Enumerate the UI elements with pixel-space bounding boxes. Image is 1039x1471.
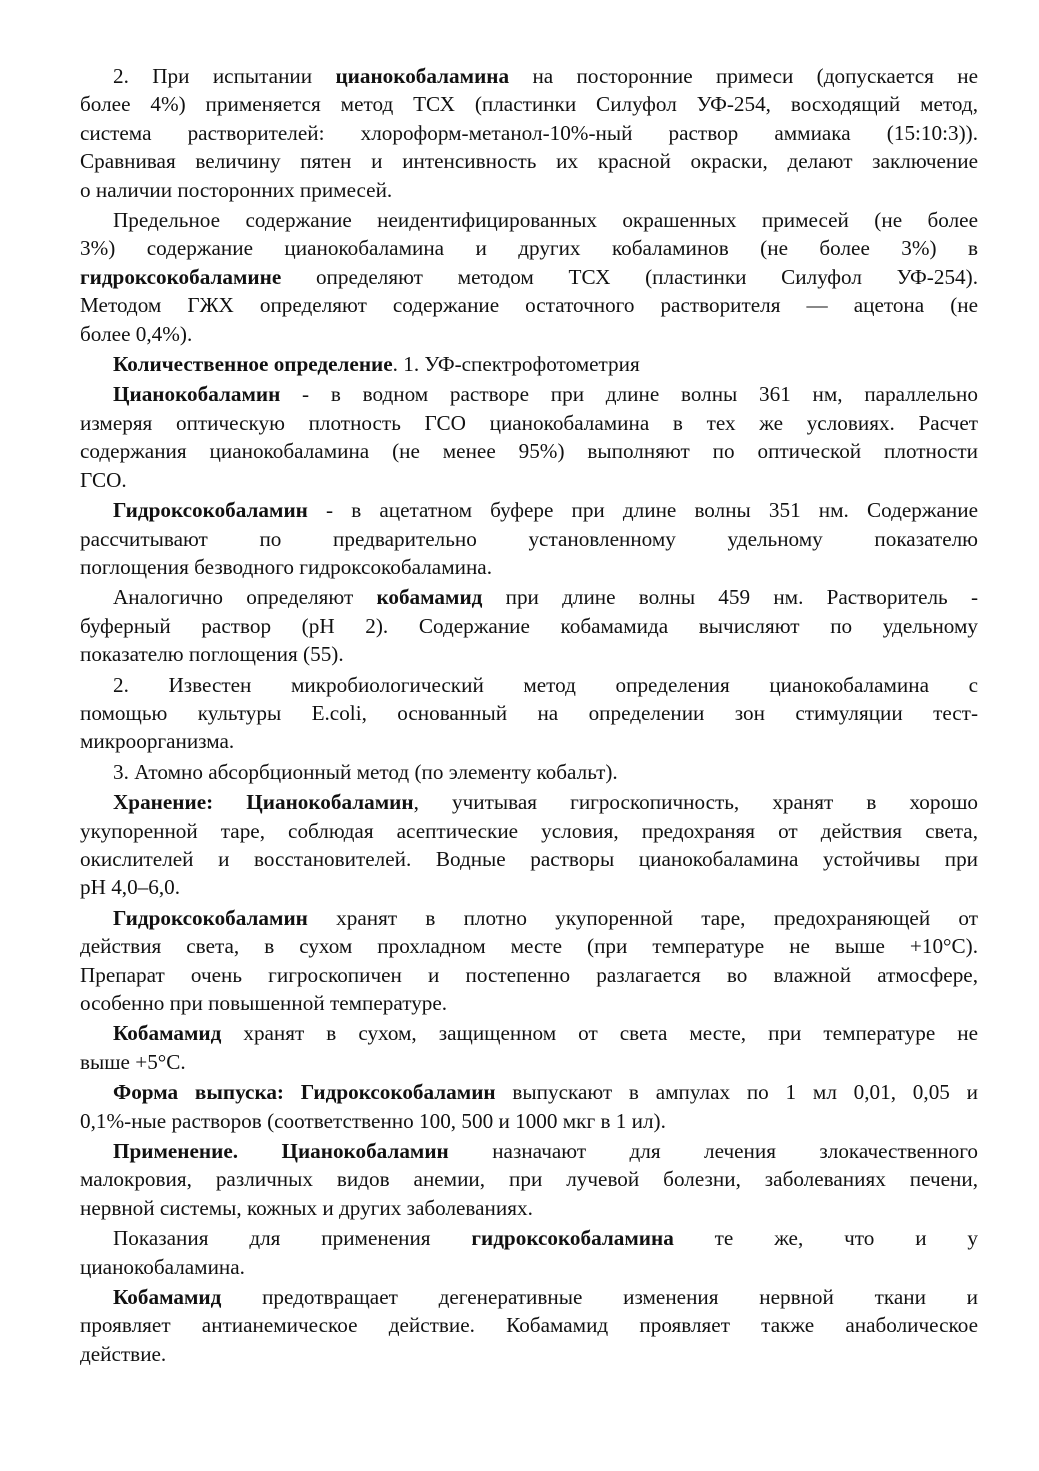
text-run: окислителей и восстановителей. Водные растворы цианокобаламина устойчивы при (80, 846, 978, 871)
text-line (80, 1107, 978, 1135)
paragraph-p10 (80, 904, 978, 1018)
bold-term: кобамамид (376, 585, 483, 610)
paragraph-p11 (80, 1019, 978, 1076)
text-line (80, 409, 978, 437)
text-line (80, 1311, 978, 1339)
text-run: действие. (80, 1341, 167, 1366)
text-line (80, 1194, 978, 1222)
paragraph-p14 (80, 1224, 978, 1281)
text-run: показателю поглощения (55). (80, 642, 344, 667)
text-run: содержания цианокобаламина (не менее 95%) выполняют по оптической плотности (80, 439, 978, 464)
paragraph-p7 (80, 671, 978, 756)
text-line (80, 758, 978, 786)
text-line (80, 263, 978, 291)
text-run: , учитывая гигроскопичность, хранят в хорошо (413, 790, 978, 815)
text-run: рассчитывают по предварительно установленному удельному показателю (80, 526, 978, 551)
paragraph-p13 (80, 1137, 978, 1222)
paragraph-p12 (80, 1078, 978, 1135)
paragraph-p1 (80, 62, 978, 204)
text-line (80, 873, 978, 901)
text-run: на посторонние примеси (допускается не (509, 64, 978, 88)
text-run: ГСО. (80, 467, 127, 492)
text-run: укупоренной таре, соблюдая асептические условия, предохраняя от действия света, (80, 818, 978, 843)
text-run: - в водном растворе при длине волны 361 нм, параллельно (280, 382, 978, 407)
bold-term: Цианокобаламин (113, 382, 281, 407)
bold-term: Количественное определение (113, 352, 393, 377)
bold-term: гидроксокобаламина (471, 1226, 674, 1251)
text-line (80, 1019, 978, 1047)
text-line (80, 845, 978, 873)
text-line (80, 727, 978, 755)
bold-term: цианокобаламина (335, 64, 510, 88)
text-run: более 0,4%). (80, 321, 193, 346)
bold-term: Кобамамид (113, 1285, 222, 1310)
text-run: определяют методом ТСХ (пластинки Силуфол УФ-254). (281, 264, 978, 289)
text-run: Показания для применения (113, 1226, 472, 1251)
text-run: микроорганизма. (80, 729, 235, 754)
text-run: те же, что и у (673, 1226, 978, 1251)
text-line (80, 989, 978, 1017)
text-line (80, 234, 978, 262)
bold-term: Форма выпуска: Гидроксокобаламин (113, 1080, 496, 1105)
text-run: хранят в плотно укупоренной таре, предохраняющей от (307, 905, 978, 930)
text-run: буферный раствор (рН 2). Содержание кобамамида вычисляют по удельному (80, 613, 978, 638)
text-run: 0,1%-ные растворов (соответственно 100, 500 и 1000 мкг в 1 ил). (80, 1108, 666, 1133)
text-run: Аналогично определяют (113, 585, 377, 610)
bold-term: Кобамамид (113, 1021, 222, 1046)
paragraph-p2 (80, 206, 978, 348)
text-line (80, 320, 978, 348)
text-line (80, 553, 978, 581)
text-run: 2. Известен микробиологический метод определения цианокобаламина с (113, 672, 978, 697)
text-run: выше +5°С. (80, 1049, 186, 1074)
text-run: измеряя оптическую плотность ГСО цианокобаламина в тех же условиях. Расчет (80, 410, 978, 435)
text-line (80, 1224, 978, 1252)
text-run: выпускают в ампулах по 1 мл 0,01, 0,05 и (495, 1080, 978, 1105)
text-run: цианокобаламина. (80, 1254, 245, 1279)
paragraph-p8 (80, 758, 978, 786)
paragraph-p9 (80, 788, 978, 902)
text-run: действия света, в сухом прохладном месте (при температуре не выше +10°С). (80, 934, 978, 959)
text-line (80, 525, 978, 553)
text-line (80, 466, 978, 494)
paragraph-p5 (80, 496, 978, 581)
text-run: Сравнивая величину пятен и интенсивность их красной окраски, делают заключение (80, 149, 978, 174)
text-line (80, 699, 978, 727)
bold-term: Гидроксокобаламин (113, 905, 308, 930)
text-line (80, 90, 978, 118)
text-run: хранят в сухом, защищенном от света месте, при температуре не (221, 1021, 978, 1046)
bold-term: гидроксокобаламине (80, 264, 282, 289)
text-run: 2. При испытании (113, 64, 336, 88)
text-run: более 4%) применяется метод ТСХ (пластинки Силуфол УФ-254, восходящий метод, (80, 92, 978, 117)
text-run: Предельное содержание неидентифицированных окрашенных примесей (не более (113, 208, 978, 233)
bold-term: Хранение: Цианокобаламин (113, 790, 414, 815)
text-line (80, 640, 978, 668)
text-run: - в ацетатном буфере при длине волны 351 нм. Содержание (307, 498, 978, 523)
text-run: Методом ГЖХ определяют содержание остаточного растворителя — ацетона (не (80, 293, 978, 318)
text-run: назначают для лечения злокачественного (448, 1139, 979, 1164)
text-line (80, 904, 978, 932)
bold-term: Применение. Цианокобаламин (113, 1139, 449, 1164)
text-line (80, 671, 978, 699)
text-line (80, 788, 978, 816)
text-run: при длине волны 459 нм. Растворитель - (482, 585, 978, 610)
text-run: рН 4,0–6,0. (80, 875, 181, 900)
text-run: помощью культуры E.coli, основанный на определении зон стимуляции тест- (80, 700, 978, 725)
text-line (80, 932, 978, 960)
text-run: 3. Атомно абсорбционный метод (по элементу кобальт). (113, 759, 618, 784)
text-run: поглощения безводного гидроксокобаламина. (80, 554, 492, 579)
text-line (80, 1078, 978, 1106)
paragraph-p3 (80, 350, 978, 378)
text-run: малокровия, различных видов анемии, при лучевой болезни, заболеваниях печени, (80, 1167, 978, 1192)
text-line (80, 437, 978, 465)
text-line (80, 350, 978, 378)
text-run: особенно при повышенной температуре. (80, 991, 448, 1015)
text-line (80, 119, 978, 147)
text-line (80, 1283, 978, 1311)
text-line (80, 1340, 978, 1368)
text-run: . 1. УФ-спектрофотометрия (392, 352, 640, 377)
text-run: предотвращает дегенеративные изменения нервной ткани и (221, 1285, 978, 1310)
text-line (80, 380, 978, 408)
bold-term: Гидроксокобаламин (113, 498, 308, 523)
text-line (80, 612, 978, 640)
paragraph-p4 (80, 380, 978, 494)
text-line (80, 961, 978, 989)
document-page (80, 62, 978, 1370)
text-line (80, 291, 978, 319)
text-run: 3%) содержание цианокобаламина и других кобаламинов (не более 3%) в (80, 236, 978, 261)
text-run: о наличии посторонних примесей. (80, 177, 393, 202)
paragraph-p6 (80, 583, 978, 668)
text-line (80, 1048, 978, 1076)
text-line (80, 176, 978, 204)
text-line (80, 147, 978, 175)
text-line (80, 496, 978, 524)
text-line (80, 583, 978, 611)
text-line (80, 817, 978, 845)
text-line (80, 62, 978, 90)
text-line (80, 1165, 978, 1193)
text-line (80, 206, 978, 234)
text-line (80, 1253, 978, 1281)
text-run: Препарат очень гигроскопичен и постепенно разлагается во влажной атмосфере, (80, 962, 978, 987)
text-line (80, 1137, 978, 1165)
paragraph-p15 (80, 1283, 978, 1368)
text-run: проявляет антианемическое действие. Кобамамид проявляет также анаболическое (80, 1313, 978, 1338)
text-run: нервной системы, кожных и других заболеваниях. (80, 1195, 533, 1220)
text-run: система растворителей: хлороформ-метанол-10%-ный раствор аммиака (15:10:3)). (80, 120, 978, 145)
